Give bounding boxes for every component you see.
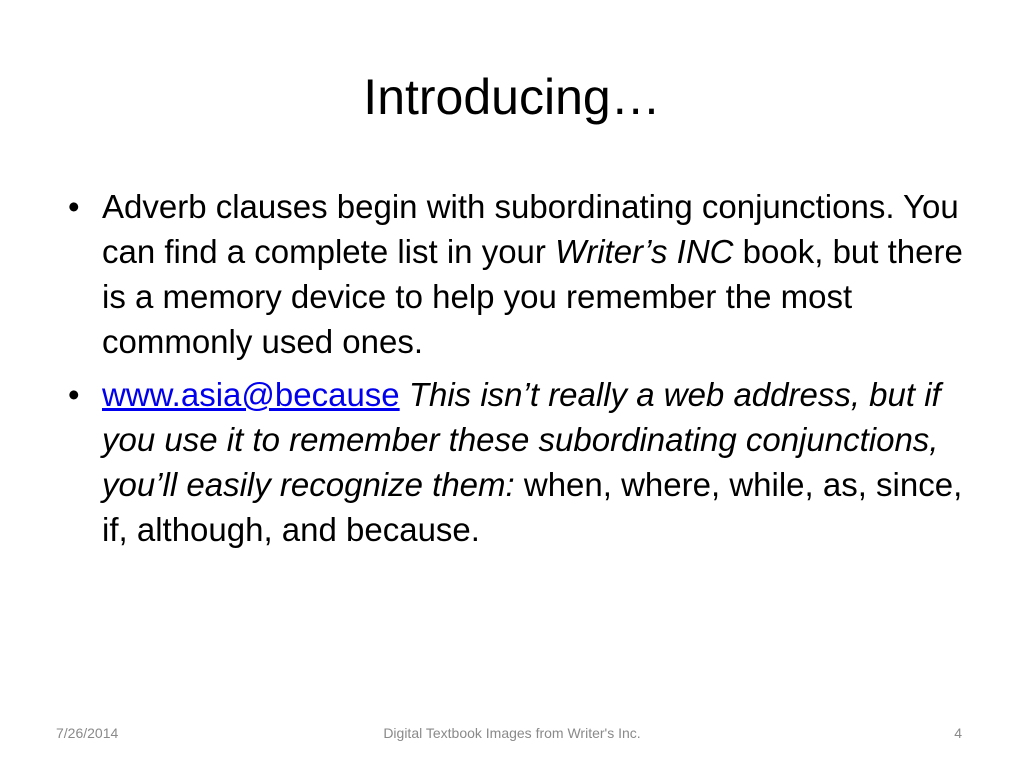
- footer-source: Digital Textbook Images from Writer's Inc.: [383, 725, 641, 741]
- bullet-item-2: [62, 372, 972, 552]
- bullet-list: [62, 184, 972, 560]
- footer-page-number: 4: [954, 725, 962, 741]
- bullet-1-book-title: Writer’s INC: [555, 233, 734, 270]
- bullet-2-italic-text: This isn’t really a web address, but if you use it to remember these subordinating conjunctions, you’ll easily recognize them:: [102, 376, 941, 503]
- slide-title: Introducing…: [363, 69, 661, 125]
- footer-date: 7/26/2014: [56, 725, 119, 741]
- bullet-1-text-end: book, but there is a memory device to help you remember the most commonly used ones.: [102, 233, 963, 360]
- mnemonic-link[interactable]: www.asia@because: [102, 376, 400, 413]
- bullet-item-1: [62, 184, 972, 364]
- bullet-2-conjunctions: when, where, while, as, since, if, although, and because.: [102, 466, 963, 548]
- bullet-1-text: Adverb clauses begin with subordinating conjunctions. You can find a complete list in your: [102, 188, 959, 270]
- bullet-icon: •: [68, 188, 80, 225]
- bullet-icon: •: [68, 376, 80, 413]
